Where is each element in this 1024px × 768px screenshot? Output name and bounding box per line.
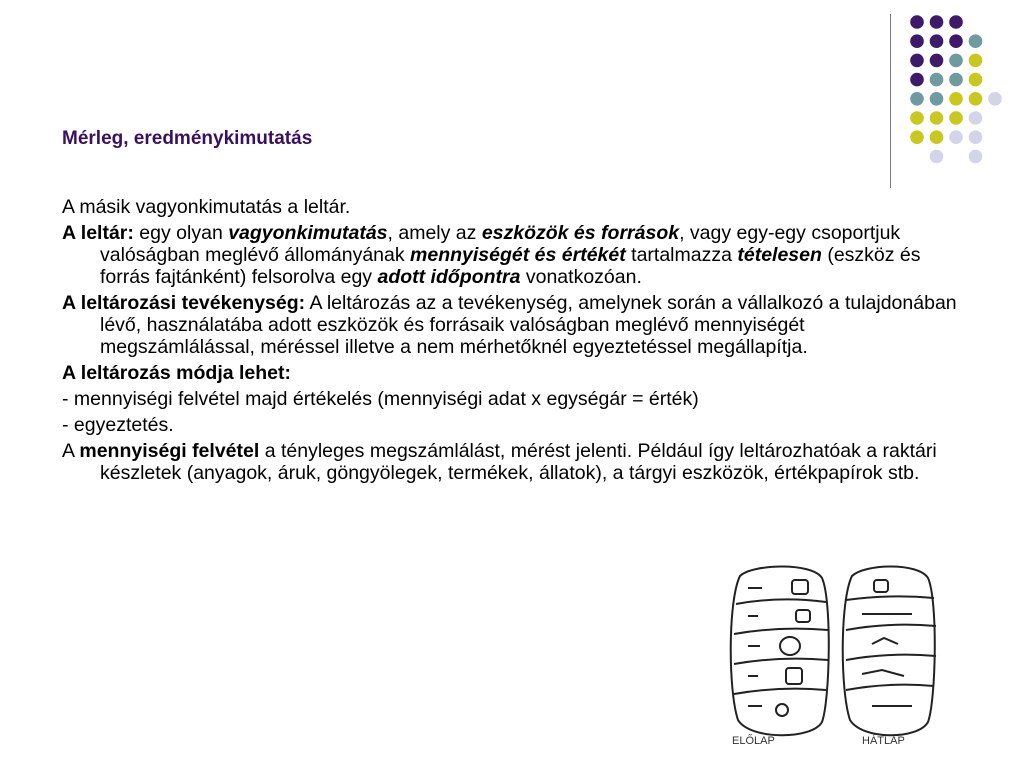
decorative-dot	[949, 73, 963, 87]
decorative-dot	[949, 92, 963, 106]
decorative-dot	[910, 92, 924, 106]
decorative-dot	[969, 111, 983, 125]
text-run: tartalmazza	[625, 244, 738, 266]
decorative-dot	[930, 92, 944, 106]
decorative-dot	[949, 15, 963, 29]
decorative-dot	[969, 130, 983, 144]
text-run: , amely az	[387, 222, 482, 244]
paragraph	[62, 414, 962, 436]
text-run: A	[62, 440, 80, 462]
decorative-dot	[930, 54, 944, 68]
paragraph	[62, 388, 962, 410]
back-tablet	[843, 567, 936, 736]
text-run: adott időpontra	[377, 266, 521, 288]
decorative-dot	[949, 111, 963, 125]
slide-title: Mérleg, eredménykimutatás	[62, 128, 313, 149]
decorative-dot	[930, 15, 944, 29]
text-run: egy olyan	[133, 222, 229, 244]
text-run: vagyonkimutatás	[228, 222, 388, 244]
decorative-dot	[910, 15, 924, 29]
decorative-dot	[910, 130, 924, 144]
text-run: a tényleges megszámlálást, mérést jelenti. Például így leltározhatóak a raktári készletek (anyagok, áruk, göngyölegek, termékek, állatok), a tárgyi eszközök, értékpapírok stb.	[100, 440, 937, 484]
decorative-dot	[930, 150, 944, 164]
text-run: , vagy egy-egy csoportjuk valóságban meglévő állományának	[100, 222, 901, 266]
text-run: A leltár:	[62, 222, 134, 244]
back-tablet-label: HÁTLAP	[862, 735, 905, 747]
slide-body	[62, 196, 962, 488]
front-tablet	[731, 567, 829, 736]
text-run: A leltározási tevékenység:	[62, 292, 306, 314]
text-run: - mennyiségi felvétel majd értékelés (mennyiségi adat x egységár = érték)	[62, 388, 699, 410]
decorative-dot	[969, 34, 983, 48]
decorative-dot	[930, 111, 944, 125]
decorative-dot	[988, 92, 1002, 106]
text-run: mennyiségét és értékét	[410, 244, 626, 266]
text-run: vonatkozóan.	[520, 266, 642, 288]
decorative-dot	[969, 73, 983, 87]
text-run: tételesen	[737, 244, 822, 266]
decorative-dot	[910, 34, 924, 48]
paragraph	[62, 292, 962, 358]
decorative-dot	[910, 111, 924, 125]
decorative-dot	[949, 54, 963, 68]
decorative-dot	[969, 150, 983, 164]
decorative-dot	[969, 54, 983, 68]
decorative-dot-grid	[0, 0, 1024, 200]
front-tablet-label: ELŐLAP	[732, 735, 775, 747]
text-run: mennyiségi felvétel	[79, 440, 260, 462]
decorative-dot	[969, 92, 983, 106]
paragraph	[62, 362, 962, 384]
paragraph	[62, 440, 962, 484]
text-run: A leltározás az a tevékenység, amelynek során a vállalkozó a tulajdonában lévő, használatába adott eszközök és forrásaik valóságban meglévő mennyiségét megszámlálással, méréssel illetve a nem mérhetőknél egyeztetéssel megállapítja.	[100, 292, 957, 358]
decorative-dot	[910, 54, 924, 68]
text-run: A leltározás módja lehet:	[62, 362, 292, 384]
decorative-dot	[930, 73, 944, 87]
text-run: A másik vagyonkimutatás a leltár.	[62, 196, 351, 218]
decorative-dot	[949, 34, 963, 48]
decorative-dot	[930, 34, 944, 48]
clay-tablets-illustration	[722, 560, 952, 750]
text-run: - egyeztetés.	[62, 414, 174, 436]
decorative-dot	[910, 73, 924, 87]
text-run: eszközök és források	[481, 222, 680, 244]
decorative-divider	[890, 14, 891, 188]
paragraph	[62, 222, 962, 288]
decorative-dot	[949, 130, 963, 144]
decorative-dot	[930, 130, 944, 144]
paragraph	[62, 196, 962, 218]
text-run: (eszköz és forrás fajtánként) felsorolva egy	[100, 244, 921, 288]
